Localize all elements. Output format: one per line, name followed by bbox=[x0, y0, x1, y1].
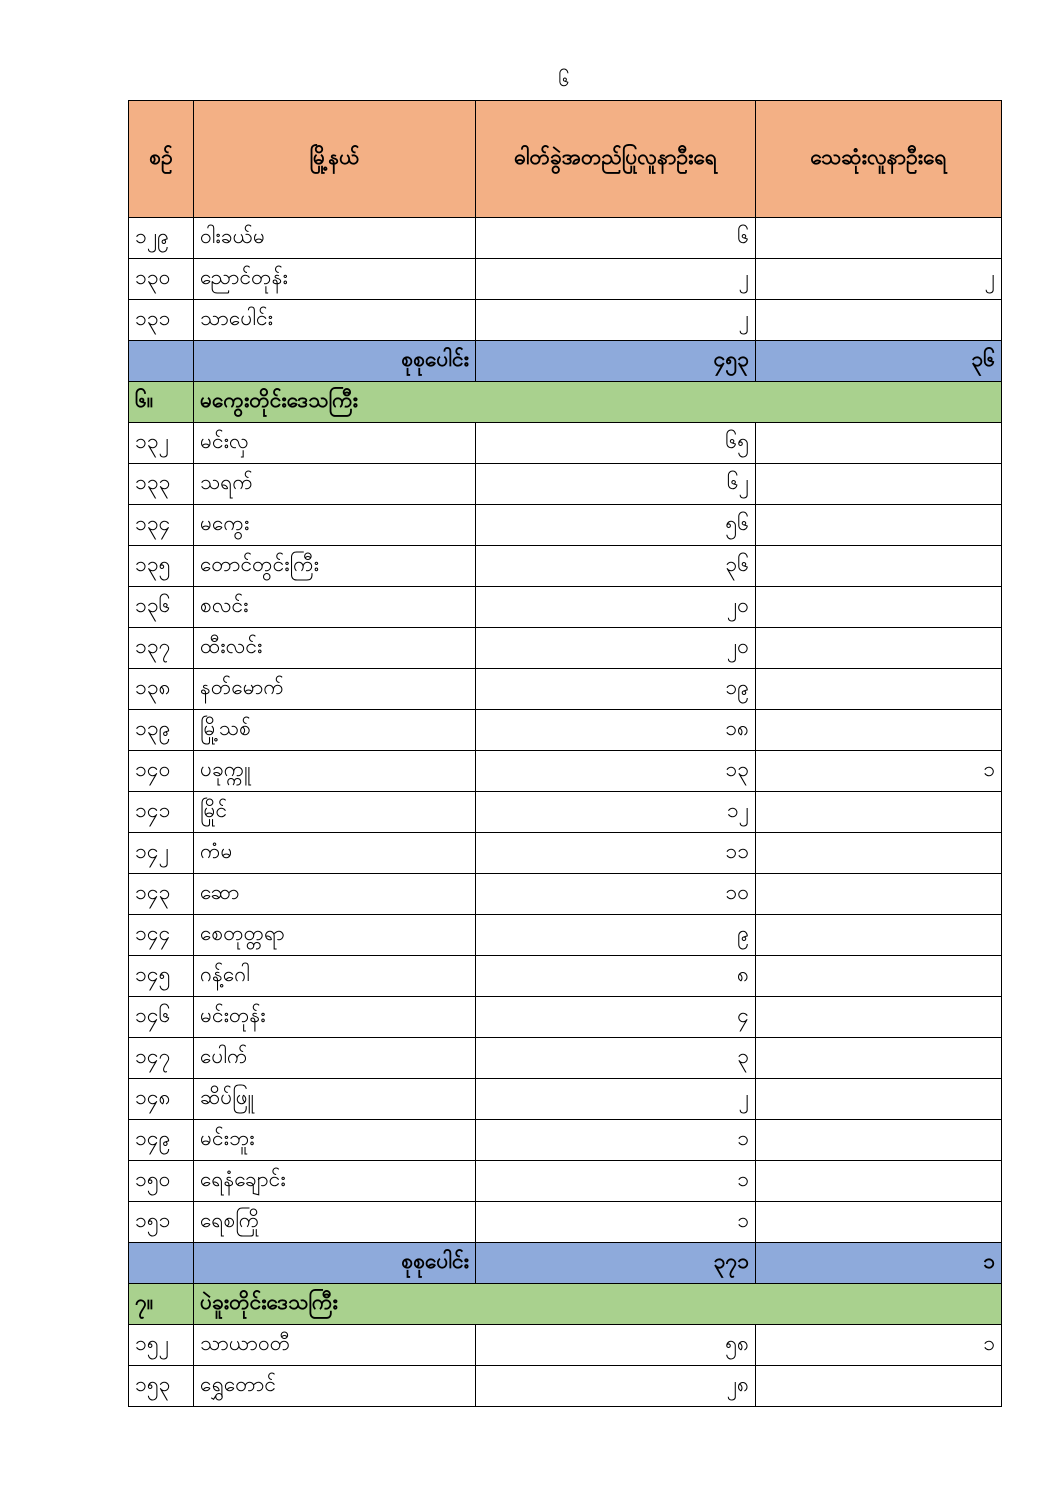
township-name: ရေစကြို bbox=[194, 1202, 476, 1243]
table-row bbox=[129, 464, 1002, 505]
row-number: ၁၃၇ bbox=[129, 628, 194, 669]
township-name: စေတုတ္တရာ bbox=[194, 915, 476, 956]
township-name: နတ်မောက် bbox=[194, 669, 476, 710]
township-name: မြိုင် bbox=[194, 792, 476, 833]
table-row bbox=[129, 997, 1002, 1038]
death-count: ၁ bbox=[756, 751, 1002, 792]
row-number: ၁၃၀ bbox=[129, 259, 194, 300]
positive-count: ၁ bbox=[476, 1120, 756, 1161]
death-count: ၂ bbox=[756, 259, 1002, 300]
township-name: ရေနံချောင်း bbox=[194, 1161, 476, 1202]
table-row bbox=[129, 915, 1002, 956]
row-number: ၁၅၀ bbox=[129, 1161, 194, 1202]
subtotal-blank bbox=[129, 1243, 194, 1284]
subtotal-row bbox=[129, 341, 1002, 382]
township-name: ရွှေတောင် bbox=[194, 1366, 476, 1407]
table-row bbox=[129, 792, 1002, 833]
row-number: ၁၄၁ bbox=[129, 792, 194, 833]
township-name: တောင်တွင်းကြီး bbox=[194, 546, 476, 587]
township-name: ဆော bbox=[194, 874, 476, 915]
row-number: ၁၄၆ bbox=[129, 997, 194, 1038]
row-number: ၁၃၁ bbox=[129, 300, 194, 341]
death-count bbox=[756, 956, 1002, 997]
section-title: ပဲခူးတိုင်းဒေသကြီး bbox=[194, 1284, 1002, 1325]
positive-count: ၃ bbox=[476, 1038, 756, 1079]
death-count bbox=[756, 300, 1002, 341]
death-count bbox=[756, 915, 1002, 956]
positive-count: ၁၁ bbox=[476, 833, 756, 874]
subtotal-row bbox=[129, 1243, 1002, 1284]
positive-count: ၁၀ bbox=[476, 874, 756, 915]
row-number: ၁၄၈ bbox=[129, 1079, 194, 1120]
positive-count: ၂ bbox=[476, 1079, 756, 1120]
positive-count: ၅၆ bbox=[476, 505, 756, 546]
subtotal-blank bbox=[129, 341, 194, 382]
death-count bbox=[756, 423, 1002, 464]
table-row bbox=[129, 1325, 1002, 1366]
death-count bbox=[756, 1079, 1002, 1120]
death-count bbox=[756, 710, 1002, 751]
township-name: ဂန့်ဂေါ bbox=[194, 956, 476, 997]
positive-count: ၂၀ bbox=[476, 587, 756, 628]
row-number: ၁၄၉ bbox=[129, 1120, 194, 1161]
subtotal-label: စုစုပေါင်း bbox=[194, 341, 476, 382]
covid-township-table bbox=[128, 100, 1002, 1407]
positive-count: ၁ bbox=[476, 1161, 756, 1202]
table-row bbox=[129, 218, 1002, 259]
row-number: ၁၅၃ bbox=[129, 1366, 194, 1407]
positive-count: ၄ bbox=[476, 997, 756, 1038]
positive-count: ၂၀ bbox=[476, 628, 756, 669]
positive-count: ၁၃ bbox=[476, 751, 756, 792]
township-name: စလင်း bbox=[194, 587, 476, 628]
death-count bbox=[756, 546, 1002, 587]
township-name: မြို့သစ် bbox=[194, 710, 476, 751]
table-row bbox=[129, 546, 1002, 587]
death-count bbox=[756, 587, 1002, 628]
row-number: ၁၃၄ bbox=[129, 505, 194, 546]
table-row bbox=[129, 751, 1002, 792]
township-name: မင်းတုန်း bbox=[194, 997, 476, 1038]
death-count bbox=[756, 1202, 1002, 1243]
township-name: ဝါးခယ်မ bbox=[194, 218, 476, 259]
positive-count: ၁၂ bbox=[476, 792, 756, 833]
positive-count: ၈ bbox=[476, 956, 756, 997]
section-number: ၇။ bbox=[129, 1284, 194, 1325]
positive-count: ၁၉ bbox=[476, 669, 756, 710]
positive-count: ၁ bbox=[476, 1202, 756, 1243]
row-number: ၁၃၈ bbox=[129, 669, 194, 710]
table-row bbox=[129, 423, 1002, 464]
row-number: ၁၃၉ bbox=[129, 710, 194, 751]
positive-count: ၆ bbox=[476, 218, 756, 259]
table-row bbox=[129, 1202, 1002, 1243]
township-name: မကွေး bbox=[194, 505, 476, 546]
positive-count: ၉ bbox=[476, 915, 756, 956]
death-count bbox=[756, 218, 1002, 259]
death-count bbox=[756, 1120, 1002, 1161]
page-number: ၆ bbox=[558, 67, 570, 91]
death-count bbox=[756, 505, 1002, 546]
header-township: မြို့နယ် bbox=[194, 101, 476, 218]
row-number: ၁၄၇ bbox=[129, 1038, 194, 1079]
table-row bbox=[129, 259, 1002, 300]
header-no: စဉ် bbox=[129, 101, 194, 218]
subtotal-positive: ၄၅၃ bbox=[476, 341, 756, 382]
table-row bbox=[129, 1161, 1002, 1202]
header-positive: ဓါတ်ခွဲအတည်ပြုလူနာဦးရေ bbox=[476, 101, 756, 218]
table-row bbox=[129, 1038, 1002, 1079]
header-deaths: သေဆုံးလူနာဦးရေ bbox=[756, 101, 1002, 218]
positive-count: ၂ bbox=[476, 259, 756, 300]
death-count bbox=[756, 1038, 1002, 1079]
row-number: ၁၄၃ bbox=[129, 874, 194, 915]
positive-count: ၅၈ bbox=[476, 1325, 756, 1366]
table-row bbox=[129, 874, 1002, 915]
table-row bbox=[129, 587, 1002, 628]
row-number: ၁၃၆ bbox=[129, 587, 194, 628]
table-header-row bbox=[129, 101, 1002, 218]
township-name: ညောင်တုန်း bbox=[194, 259, 476, 300]
subtotal-deaths: ၃၆ bbox=[756, 341, 1002, 382]
table-row bbox=[129, 669, 1002, 710]
township-name: ပေါက် bbox=[194, 1038, 476, 1079]
row-number: ၁၄၂ bbox=[129, 833, 194, 874]
row-number: ၁၃၂ bbox=[129, 423, 194, 464]
row-number: ၁၄၅ bbox=[129, 956, 194, 997]
township-name: သာပေါင်း bbox=[194, 300, 476, 341]
township-name: သရက် bbox=[194, 464, 476, 505]
death-count: ၁ bbox=[756, 1325, 1002, 1366]
table-row bbox=[129, 710, 1002, 751]
township-name: ပခုက္ကူ bbox=[194, 751, 476, 792]
section-header-row bbox=[129, 1284, 1002, 1325]
row-number: ၁၄၀ bbox=[129, 751, 194, 792]
death-count bbox=[756, 669, 1002, 710]
positive-count: ၂၈ bbox=[476, 1366, 756, 1407]
positive-count: ၂ bbox=[476, 300, 756, 341]
township-name: ဆိပ်ဖြူ bbox=[194, 1079, 476, 1120]
row-number: ၁၄၄ bbox=[129, 915, 194, 956]
death-count bbox=[756, 1161, 1002, 1202]
township-name: မင်းဘူး bbox=[194, 1120, 476, 1161]
positive-count: ၃၆ bbox=[476, 546, 756, 587]
township-name: ကံမ bbox=[194, 833, 476, 874]
positive-count: ၆၅ bbox=[476, 423, 756, 464]
subtotal-deaths: ၁ bbox=[756, 1243, 1002, 1284]
death-count bbox=[756, 833, 1002, 874]
subtotal-positive: ၃၇၁ bbox=[476, 1243, 756, 1284]
death-count bbox=[756, 1366, 1002, 1407]
table-row bbox=[129, 300, 1002, 341]
section-title: မကွေးတိုင်းဒေသကြီး bbox=[194, 382, 1002, 423]
death-count bbox=[756, 874, 1002, 915]
positive-count: ၆၂ bbox=[476, 464, 756, 505]
table-row bbox=[129, 833, 1002, 874]
table-row bbox=[129, 1120, 1002, 1161]
death-count bbox=[756, 792, 1002, 833]
township-name: မင်းလှ bbox=[194, 423, 476, 464]
row-number: ၁၃၅ bbox=[129, 546, 194, 587]
table-row bbox=[129, 628, 1002, 669]
table-row bbox=[129, 505, 1002, 546]
death-count bbox=[756, 628, 1002, 669]
section-number: ၆။ bbox=[129, 382, 194, 423]
section-header-row bbox=[129, 382, 1002, 423]
death-count bbox=[756, 464, 1002, 505]
township-name: သာယာဝတီ bbox=[194, 1325, 476, 1366]
row-number: ၁၅၁ bbox=[129, 1202, 194, 1243]
table-row bbox=[129, 1079, 1002, 1120]
table-row bbox=[129, 1366, 1002, 1407]
row-number: ၁၅၂ bbox=[129, 1325, 194, 1366]
table-row bbox=[129, 956, 1002, 997]
township-name: ထီးလင်း bbox=[194, 628, 476, 669]
subtotal-label: စုစုပေါင်း bbox=[194, 1243, 476, 1284]
row-number: ၁၃၃ bbox=[129, 464, 194, 505]
positive-count: ၁၈ bbox=[476, 710, 756, 751]
death-count bbox=[756, 997, 1002, 1038]
row-number: ၁၂၉ bbox=[129, 218, 194, 259]
